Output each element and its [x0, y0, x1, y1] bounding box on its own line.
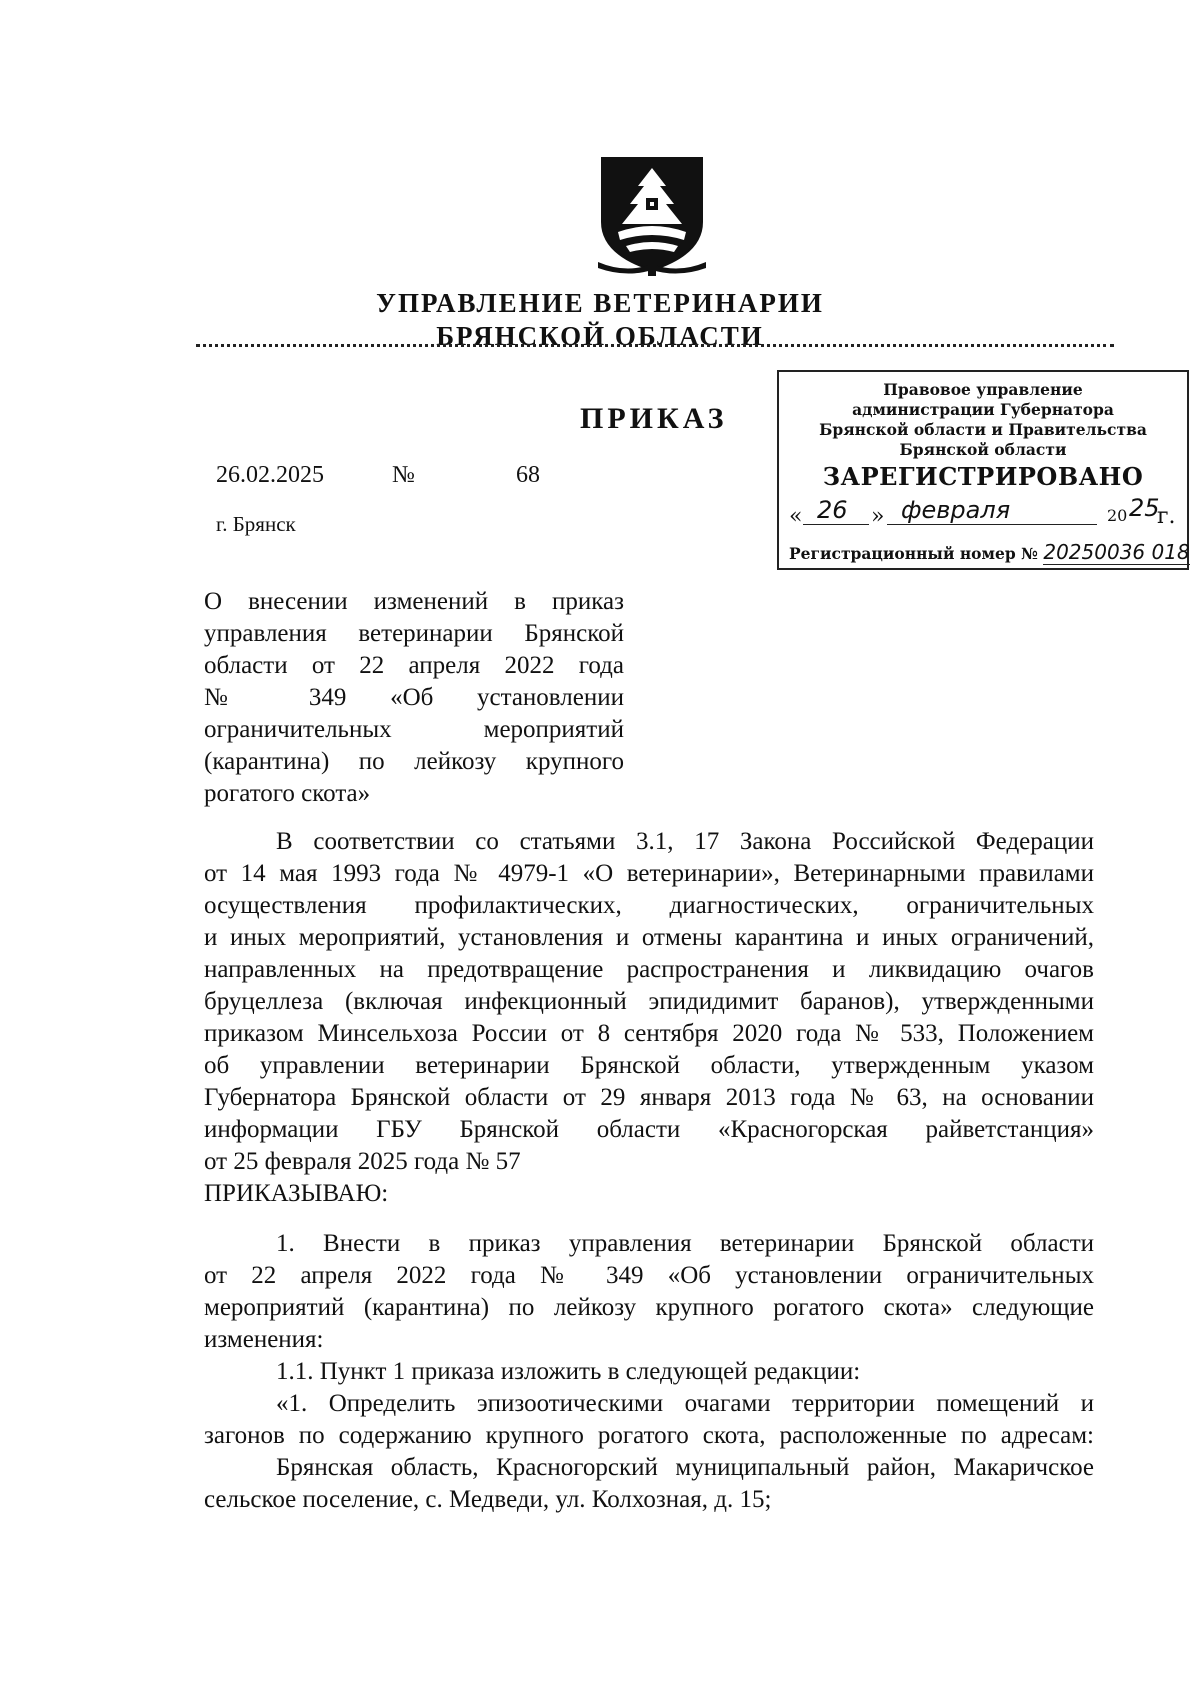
document-city: г. Брянск [216, 512, 296, 536]
item1-line: от 22 апреля 2022 года № 349 «Об установлении ограничительных [204, 1262, 1094, 1289]
organization-name-line2: БРЯНСКОЙ ОБЛАСТИ [436, 321, 764, 351]
subject-line: управления ветеринарии Брянской [204, 620, 624, 647]
registration-stamp [777, 370, 1189, 570]
subject-line: (карантина) по лейкозу крупного [204, 748, 624, 775]
organization-name-line1: УПРАВЛЕНИЕ ВЕТЕРИНАРИИ [376, 288, 824, 318]
preamble-line: от 14 мая 1993 года № 4979-1 «О ветеринарии», Ветеринарными правилами [204, 860, 1094, 887]
document-date: 26.02.2025 [216, 462, 324, 488]
quote-line: загонов по содержанию крупного рогатого скота, расположенные по адресам: [204, 1422, 1094, 1449]
preamble-line: бруцеллеза (включая инфекционный эпидидимит баранов), утвержденными [204, 988, 1094, 1015]
header-divider [196, 344, 1114, 347]
stamp-date-line [789, 494, 1181, 532]
address-line: Брянская область, Красногорский муниципальный район, Макаричское [276, 1454, 1094, 1481]
preamble-line: осуществления профилактических, диагностических, ограничительных [204, 892, 1094, 919]
item1-line: мероприятий (карантина) по лейкозу крупного рогатого скота» следующие [204, 1294, 1094, 1321]
stamp-month: февраля [901, 496, 1011, 524]
subject-line: О внесении изменений в приказ [204, 588, 624, 615]
reg-number-value: 20250036 018 [1043, 540, 1190, 564]
stamp-open-quote: « [789, 504, 803, 529]
document-subject [204, 586, 624, 810]
preamble-paragraph [204, 826, 1094, 1210]
stamp-status: ЗАРЕГИСТРИРОВАНО [822, 462, 1144, 491]
stamp-day: 26 [817, 496, 848, 524]
item1-line: изменения: [204, 1326, 324, 1353]
stamp-close-quote: » [871, 504, 885, 529]
subject-line: № 349 «Об установлении [204, 684, 624, 711]
subject-line: рогатого скота» [204, 780, 371, 807]
preamble-line: направленных на предотвращение распространения и ликвидацию очагов [204, 956, 1094, 983]
preamble-line: и иных мероприятий, установления и отмены карантина и иных ограничений, [204, 924, 1094, 951]
stamp-year-suffix: г. [1157, 504, 1176, 529]
reg-number-label: Регистрационный номер № [789, 544, 1038, 563]
stamp-line: администрации Губернатора [852, 400, 1114, 419]
coat-of-arms-emblem [596, 152, 708, 277]
stamp-line: Брянской области [899, 440, 1067, 459]
preamble-line: В соответствии со статьями 3.1, 17 Закона Российской Федерации [276, 828, 1094, 855]
preamble-line: об управлении ветеринарии Брянской области, утвержденным указом [204, 1052, 1094, 1079]
day-underline [803, 524, 869, 525]
order-item-1 [204, 1228, 1094, 1516]
quote-line: «1. Определить эпизоотическими очагами территории помещений и [276, 1390, 1094, 1417]
document-type-title: ПРИКАЗ [580, 402, 728, 435]
stamp-registration-number [789, 540, 1190, 564]
preamble-line: от 25 февраля 2025 года № 57 [204, 1148, 521, 1175]
preamble-line: приказом Минсельхоза России от 8 сентября 2020 года № 533, Положением [204, 1020, 1094, 1047]
stamp-line: Правовое управление [883, 380, 1083, 399]
preamble-line: информации ГБУ Брянской области «Красногорская райветстанция» [204, 1116, 1094, 1143]
order-word: ПРИКАЗЫВАЮ: [204, 1180, 389, 1207]
item-1-1: 1.1. Пункт 1 приказа изложить в следующей редакции: [276, 1358, 861, 1385]
address-line: сельское поселение, с. Медведи, ул. Колхозная, д. 15; [204, 1486, 772, 1513]
preamble-line: Губернатора Брянской области от 29 января 2013 года № 63, на основании [204, 1084, 1094, 1111]
number-sign: № [392, 462, 415, 488]
stamp-year-prefix: 20 [1107, 506, 1128, 525]
item1-line: 1. Внести в приказ управления ветеринарии Брянской области [276, 1230, 1094, 1257]
document-number: 68 [516, 462, 540, 488]
stamp-year: 25 [1129, 494, 1160, 522]
month-underline [887, 524, 1097, 525]
subject-line: области от 22 апреля 2022 года [204, 652, 624, 679]
stamp-line: Брянской области и Правительства [819, 420, 1147, 439]
subject-line: ограничительных мероприятий [204, 716, 624, 743]
